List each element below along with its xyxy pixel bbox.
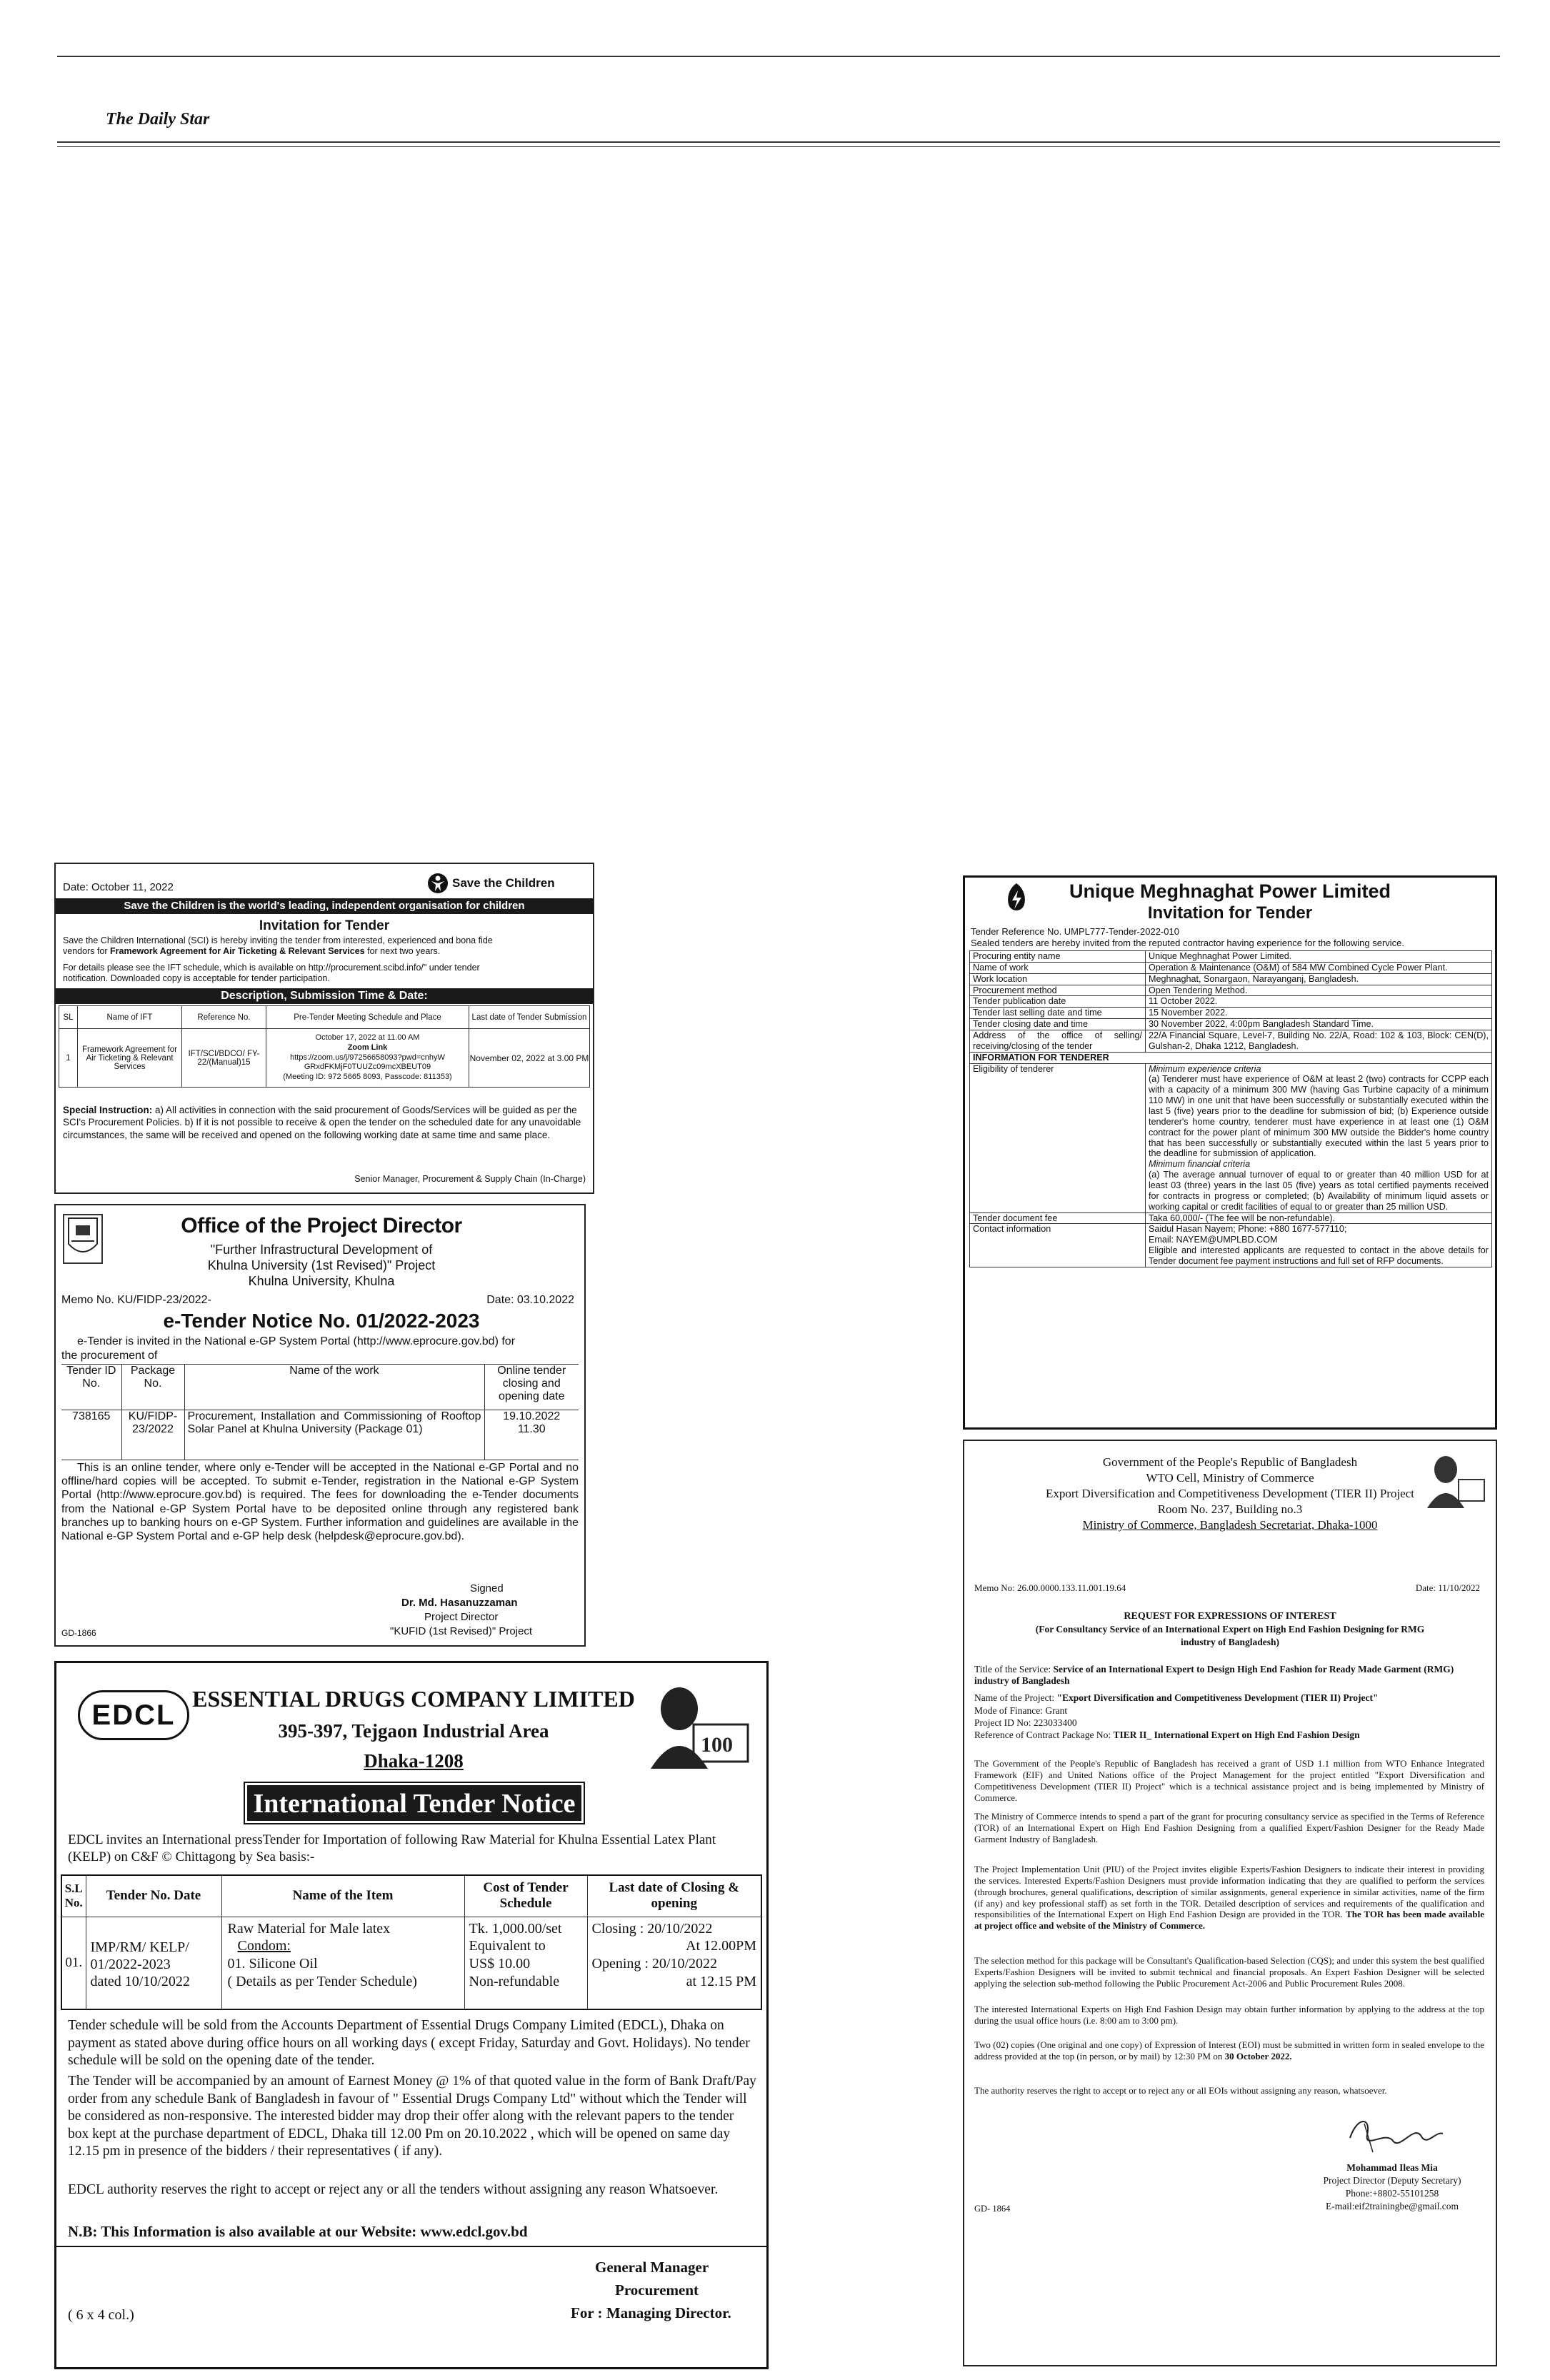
umpl-value: 15 November 2022.: [1146, 1008, 1492, 1019]
ku-invite-1: e-Tender is invited in the National e-GP System Portal (http://www.eprocure.gov.bd) for: [77, 1335, 516, 1347]
umpl-key: Tender last selling date and time: [970, 1008, 1146, 1019]
wto-p3: [974, 1864, 1484, 1932]
umpl-contact: [1146, 1224, 1492, 1267]
umpl-key: Work location: [970, 973, 1146, 985]
wto-h1: Government of the People's Republic of Bangladesh: [1102, 1455, 1358, 1469]
sci-th-name: Name of IFT: [78, 1006, 182, 1029]
umpl-value: Unique Meghnaghat Power Limited.: [1146, 951, 1492, 963]
masthead: The Daily Star: [106, 110, 210, 129]
umpl-ad: [963, 875, 1497, 1430]
top-rule: [57, 56, 1500, 57]
wto-sig-3: Phone:+8802-55101258: [1345, 2188, 1439, 2199]
wto-project-id: Project ID No: 223033400: [974, 1717, 1077, 1728]
wto-h5: Ministry of Commerce, Bangladesh Secretariat, Dhaka-1000: [1082, 1518, 1378, 1532]
umpl-row: [970, 985, 1492, 996]
umpl-key: Name of work: [970, 962, 1146, 973]
ku-th-work: Name of the work: [184, 1365, 484, 1410]
sci-row-meeting: [266, 1029, 469, 1088]
ku-gd: GD-1866: [61, 1628, 96, 1638]
umpl-row: [970, 996, 1492, 1008]
edcl-th-item: Name of the Item: [221, 1875, 464, 1917]
ku-table: [61, 1364, 579, 1460]
wto-finance: Mode of Finance: Grant: [974, 1705, 1068, 1716]
sci-meeting-id: (Meeting ID: 972 5665 8093, Passcode: 811353): [283, 1073, 452, 1082]
wto-p1: The Government of the People's Republic of Bangladesh has received a grant of USD 1.1 million from WTO Enhance Integrated Framework (EIF) and United Nations office of the Project Management for the project entitled "Export Diversification and Competitiveness Development (TIER II) Project" which is a technical assistance project and is being implemented by Ministry of Commerce.: [974, 1758, 1484, 1803]
umpl-value: 11 October 2022.: [1146, 996, 1492, 1008]
edcl-sig-1: General Manager: [595, 2259, 709, 2276]
edcl-cost-line-4: Non-refundable: [469, 1973, 560, 1989]
edcl-item-line-1: Raw Material for Male latex: [227, 1920, 391, 1937]
wto-project: [974, 1692, 1484, 1704]
wto-p3a: The Project Implementation Unit (PIU) of the Project invites eligible Experts/Fashion Designers to indicate their interest in providing the services. Interested Experts/Fashion Designers must provide information indicating that they are qualified to perform the services (through brochures, general qualifications, description of similar assignments, general experience in similar activities, name of the firm (if any) and key professional staff) as set forth in the TOR. Detailed description of services and requirements of the qualification and responsibilities of the International Expert on High End Fashion Design are provided in the TOR.: [974, 1864, 1484, 1920]
wto-title-2: (For Consultancy Service of an International Expert on High End Fashion Designing for RMG: [1035, 1624, 1425, 1635]
sci-section-bar: Description, Submission Time & Date:: [56, 988, 593, 1004]
edcl-closing-line-4: at 12.15 PM: [686, 1973, 756, 1989]
wto-p7: The authority reserves the right to accept or to reject any or all EOIs without assigning any reason, whatsoever.: [974, 2085, 1387, 2096]
umpl-key: Tender publication date: [970, 996, 1146, 1008]
wto-title-3: industry of Bangladesh): [1180, 1637, 1280, 1647]
sci-table: [59, 1005, 590, 1088]
wto-sig-1: Mohammad Ileas Mia: [1346, 2162, 1438, 2173]
edcl-cost-line-3: US$ 10.00: [469, 1956, 531, 1972]
edcl-body-2: The Tender will be accompanied by an amount of Earnest Money @ 1% of that quoted value in the form of Bank Draft/Pay order from any schedule Bank of Bangladesh in favour of " Essential Drugs Company Ltd" without which the Tender will be considered as non-responsive. The interested bidder may drop their offer along with the relevant papers to the tender box kept at the purchase department of EDCL, Dhaka till 12.00 Pm on 20.10.2022 , which will be opened on same day 12.15 pm in presence of the bidders / their representatives ( if any).: [68, 2074, 756, 2159]
umpl-info-row: [970, 1052, 1492, 1063]
sci-row-sl: 1: [59, 1029, 78, 1088]
masthead-rule-2: [57, 146, 1500, 147]
edcl-cost-line-2: Equivalent to: [469, 1938, 546, 1954]
ku-row-package: KU/FIDP-23/2022: [121, 1410, 184, 1460]
umpl-eligibility-row: [970, 1063, 1492, 1212]
umpl-contact-1: Saidul Hasan Nayem; Phone: +880 1677-577110;: [1149, 1224, 1347, 1235]
edcl-table: [61, 1874, 762, 2010]
wto-gd: GD- 1864: [974, 2204, 1011, 2214]
sci-special-label: Special Instruction:: [63, 1105, 153, 1115]
sci-details-1: For details please see the IFT schedule, which is available on http://procurement.scibd.info/" under tender: [63, 963, 480, 973]
sci-meeting-url[interactable]: https://zoom.us/j/97256658093?pwd=cnhyW GRxdFKMjF0TUUZc09mcXBEUT09: [290, 1053, 445, 1072]
wto-title-1: REQUEST FOR EXPRESSIONS OF INTEREST: [1124, 1611, 1336, 1622]
umpl-value: Meghnaghat, Sonargaon, Narayanganj, Bangladesh.: [1146, 973, 1492, 985]
edcl-company: ESSENTIAL DRUGS COMPANY LIMITED: [192, 1686, 635, 1712]
wto-sig-2: Project Director (Deputy Secretary): [1323, 2175, 1461, 2186]
ku-project-2: Khulna University (1st Revised)" Project: [207, 1258, 436, 1272]
sci-signoff: Senior Manager, Procurement & Supply Chain (In-Charge): [354, 1174, 586, 1184]
edcl-row-tender: [86, 1917, 221, 2009]
umpl-row: [970, 973, 1492, 985]
umpl-eligibility: [1146, 1063, 1492, 1212]
edcl-cost-line-1: Tk. 1,000.00/set: [469, 1920, 562, 1937]
sci-th-meeting: Pre-Tender Meeting Schedule and Place: [266, 1006, 469, 1029]
wto-h4: Room No. 237, Building no.3: [1157, 1502, 1303, 1516]
wto-package-label: Reference of Contract Package No:: [974, 1729, 1114, 1740]
umpl-ref: Tender Reference No. UMPL777-Tender-2022-010: [971, 926, 1179, 937]
ku-memo: Memo No. KU/FIDP-23/2022-: [61, 1294, 211, 1306]
sci-th-ref: Reference No.: [182, 1006, 266, 1029]
umpl-value: 30 November 2022, 4:00pm Bangladesh Standard Time.: [1146, 1019, 1492, 1030]
ku-date: Date: 03.10.2022: [486, 1294, 574, 1306]
ku-invite-2: the procurement of: [61, 1350, 158, 1362]
ku-th-id: Tender ID No.: [61, 1365, 121, 1410]
sci-row-name: Framework Agreement for Air Ticketing & Relevant Services: [78, 1029, 182, 1088]
sci-row-deadline: November 02, 2022 at 3.00 PM: [469, 1029, 590, 1088]
edcl-logo-text: EDCL: [91, 1699, 176, 1731]
umpl-sealed: Sealed tenders are hereby invited from the reputed contractor having experience for the following service.: [971, 938, 1405, 948]
umpl-exp-text: (a) Tenderer must have experience of O&M at least 2 (two) contracts for CCPP each with a capacity of a minimum 300 MW (having Gas Turbine capacity of a minimum 110 MW) in one unit that have been successfully or substantially executed within the last 5 (five) years prior to the deadline for submission of bid; (b) Experience outside tenderer's home country, tenderer must have experience in at least one (1) O&M contract for the power plant of minimum 300 MW outside the Bidder's home country that has been successfully or substantially executed within the last 5 years prior to the deadline for submission of application.: [1149, 1074, 1489, 1159]
umpl-row: [970, 1019, 1492, 1030]
sci-intro-b: vendors for: [63, 946, 111, 957]
edcl-item-line-2: Condom:: [237, 1938, 291, 1954]
edcl-item-line-3: 01. Silicone Oil: [227, 1956, 318, 1972]
edcl-row-closing: [587, 1917, 761, 2009]
edcl-sig-2: Procurement: [615, 2281, 699, 2299]
sci-title: Invitation for Tender: [259, 918, 390, 933]
ku-ad: [54, 1204, 586, 1647]
ku-row-datetime: [484, 1410, 579, 1460]
umpl-fin-title: Minimum financial criteria: [1149, 1159, 1251, 1170]
wto-service: [974, 1664, 1484, 1687]
sci-date: Date: October 11, 2022: [63, 881, 174, 893]
umpl-contact-2[interactable]: Email: NAYEM@UMPLBD.COM: [1149, 1235, 1278, 1245]
edcl-ad: [54, 1661, 769, 2369]
edcl-sig-3: For : Managing Director.: [571, 2304, 731, 2321]
edcl-th-closing: Last date of Closing & opening: [587, 1875, 761, 1917]
edcl-tender-line-2: 01/2022-2023: [90, 1956, 171, 1972]
edcl-intro: EDCL invites an International pressTender for Importation of following Raw Material for Khulna Essential Latex Plant (KELP) on C&F © Chittagong by Sea basis:-: [68, 1832, 716, 1864]
edcl-th-sl: S.L No.: [61, 1875, 86, 1917]
ku-sig-3: Project Director: [424, 1611, 499, 1623]
ku-location: Khulna University, Khulna: [248, 1274, 395, 1288]
sci-special-text: a) All activities in connection with the said procurement of Goods/Services will be guided as per the SCI's Procurement Policies. b) If it is not possible to receive & open the tender on the scheduled date for any unavoidable circumstances, the same will be received and opened on the following working date at same time and same place.: [63, 1105, 581, 1140]
wto-date: Date: 11/10/2022: [1415, 1582, 1480, 1593]
edcl-size: ( 6 x 4 col.): [68, 2307, 134, 2323]
masthead-rule-1: [57, 141, 1500, 143]
wto-service-label: Title of the Service:: [974, 1664, 1054, 1674]
signature-icon: [1336, 2109, 1450, 2159]
umpl-contact-label: Contact information: [970, 1224, 1146, 1267]
edcl-address-2: Dhaka-1208: [364, 1750, 464, 1772]
edcl-th-cost: Cost of Tender Schedule: [464, 1875, 587, 1917]
edcl-closing-line-1: Closing : 20/10/2022: [591, 1920, 713, 1937]
umpl-value: Open Tendering Method.: [1146, 985, 1492, 996]
sci-th-sl: SL: [59, 1006, 78, 1029]
sci-intro: [63, 935, 588, 958]
edcl-closing-line-2: At 12.00PM: [686, 1938, 756, 1954]
ku-sig-1: Signed: [470, 1582, 504, 1595]
edcl-body-3: EDCL authority reserves the right to accept or reject any or all the tenders without assigning any reason Whatsoever.: [68, 2182, 719, 2197]
sci-ad: [54, 863, 594, 1194]
edcl-item-line-4: ( Details as per Tender Schedule): [227, 1973, 417, 1989]
wto-h3: Export Diversification and Competitiveness Development (TIER II) Project: [1045, 1487, 1414, 1500]
edcl-th-tender: Tender No. Date: [86, 1875, 221, 1917]
edcl-nb: N.B: This Information is also available at our Website: www.edcl.gov.bd: [68, 2223, 528, 2240]
umpl-contact-row: [970, 1224, 1492, 1267]
edcl-row-sl: 01.: [61, 1917, 86, 2009]
wto-package: [974, 1729, 1484, 1741]
edcl-row-item: [221, 1917, 464, 2009]
ku-row-id: 738165: [61, 1410, 121, 1460]
wto-project-label: Name of the Project:: [974, 1692, 1057, 1703]
edcl-tender-line-3: dated 10/10/2022: [90, 1974, 190, 1990]
edcl-address-1: 395-397, Tejgaon Industrial Area: [278, 1720, 549, 1742]
umpl-key: Procuring entity name: [970, 951, 1146, 963]
ku-sig-4: "KUFID (1st Revised)" Project: [390, 1625, 533, 1637]
ku-body: This is an online tender, where only e-Tender will be accepted in the National e-GP Portal and no offline/hard copies will be accepted. To submit e-Tender, registration in the National e-GP System Portal (http://www.eprocure.gov.bd) is required. The fees for downloading the e-Tender documents from the National e-GP System Portal have to be deposited online through any registered bank branches up to banking hours on e-GP System. Further information and guidelines are available in the National e-GP System Portal and e-GP help desk (helpdesk@eprocure.gov.bd).: [61, 1462, 579, 1542]
sci-meeting-date: October 17, 2022 at 11.00 AM: [315, 1033, 420, 1043]
umpl-value: Operation & Maintenance (O&M) of 584 MW Combined Cycle Power Plant.: [1146, 962, 1492, 973]
ku-th-package: Package No.: [121, 1365, 184, 1410]
wto-p6a: Two (02) copies (One original and one copy) of Expression of Interest (EOI) must be submitted in written form in sealed envelope to the address provided at the top (in person, or by mail) by 12:30 PM on: [974, 2039, 1484, 2062]
edcl-closing-line-3: Opening : 20/10/2022: [591, 1956, 718, 1972]
wto-package-value: TIER II_ International Expert on High End Fashion Design: [1113, 1729, 1360, 1740]
umpl-fin-text: (a) The average annual turnover of equal to or greater than 40 million USD for at least 03 (three) years in the last 05 (five) years as total certified payments received for contracts in progress or completed; (b) Availability of minimum liquid assets or working capital or credit facilities of equal to or greater than 25 million USD.: [1149, 1170, 1489, 1212]
ku-th-date: Online tender closing and opening date: [484, 1365, 579, 1410]
ku-row-time: 11.30: [517, 1423, 546, 1435]
umpl-key: Procurement method: [970, 985, 1146, 996]
sci-row-ref: IFT/SCI/BDCO/ FY-22/(Manual)15: [182, 1029, 266, 1088]
sci-logo: [427, 871, 555, 895]
umpl-row: [970, 1030, 1492, 1053]
umpl-title: Invitation for Tender: [1147, 903, 1313, 923]
sci-meeting-zoom: Zoom Link: [347, 1043, 388, 1052]
umpl-exp-title: Minimum experience criteria: [1149, 1063, 1261, 1074]
wto-project-value: "Export Diversification and Competitiveness Development (TIER II) Project": [1056, 1692, 1379, 1703]
wto-memo: Memo No: 26.00.0000.133.11.001.19.64: [974, 1582, 1126, 1593]
ku-office: Office of the Project Director: [181, 1214, 462, 1237]
wto-p2: The Ministry of Commerce intends to spend a part of the grant for procuring consultancy service as specified in the Terms of Reference (TOR) of an International Expert on High End Fashion Designing from a qualified Expert/Fashion Designer for the Ready Made Garment Industry of Bangladesh.: [974, 1811, 1484, 1844]
wto-h2: WTO Cell, Ministry of Commerce: [1146, 1471, 1314, 1485]
edcl-body-1: Tender schedule will be sold from the Accounts Department of Essential Drugs Company Limited (EDCL), Dhaka on payment as stated above during office hours on all working days ( except Friday, Saturday and Govt. Holidays). No tender schedule will be sold on the opening date of the tender.: [68, 2018, 750, 2069]
sci-intro-bold: Framework Agreement for Air Ticketing & Relevant Services: [110, 946, 365, 957]
ku-notice-title: e-Tender Notice No. 01/2022-2023: [163, 1310, 480, 1332]
edcl-tender-line-1: IMP/RM/ KELP/: [90, 1939, 189, 1955]
sci-banner: Save the Children is the world's leading, independent organisation for children: [56, 898, 593, 914]
wto-p3b: The TOR has been made available at project office and website of the Ministry of Commerce.: [974, 1909, 1484, 1932]
wto-p5: The interested International Experts on High End Fashion Design may obtain further information by applying to the address at the top during the usual office hours (i.e. 8:00 am to 3:00 pm).: [974, 2004, 1484, 2026]
umpl-fee-row: [970, 1212, 1492, 1224]
portrait-icon: [644, 1680, 751, 1769]
edcl-nb-rule: [56, 2246, 766, 2247]
umpl-key: Address of the office of selling/ receiving/closing of the tender: [970, 1030, 1146, 1053]
wto-ad: [963, 1440, 1497, 2366]
umpl-contact-3: Eligible and interested applicants are requested to contact in the above details for Tender document fee payment instructions and full set of RFP documents.: [1149, 1245, 1489, 1267]
sci-intro-c: for next two years.: [364, 946, 441, 957]
edcl-row-cost: [464, 1917, 587, 2009]
umpl-company: Unique Meghnaghat Power Limited: [1069, 880, 1391, 902]
ku-sig-2: Dr. Md. Hasanuzzaman: [401, 1597, 518, 1609]
ku-row-work: Procurement, Installation and Commissioning of Rooftop Solar Panel at Khulna University (Package 01): [184, 1410, 484, 1460]
umpl-row: [970, 1008, 1492, 1019]
sci-details-2: notification. Downloaded copy is acceptable for tender participation.: [63, 973, 330, 984]
sci-details: [63, 963, 588, 985]
sci-logo-text: Save the Children: [452, 876, 555, 890]
umpl-fee: Taka 60,000/- (The fee will be non-refundable).: [1146, 1212, 1492, 1224]
umpl-key: Tender closing date and time: [970, 1019, 1146, 1030]
sci-th-deadline: Last date of Tender Submission: [469, 1006, 590, 1029]
save-the-children-logo-icon: [427, 873, 449, 894]
wto-p6: [974, 2039, 1484, 2062]
wto-service-value: Service of an International Expert to Design High End Fashion for Ready Made Garment (RMG) industry of Bangladesh: [974, 1664, 1454, 1687]
umpl-row: [970, 951, 1492, 963]
umpl-row: [970, 962, 1492, 973]
wto-p6b: 30 October 2022.: [1224, 2050, 1292, 2062]
umpl-value: 22/A Financial Square, Level-7, Building No. 22/A, Road: 102 & 103, Block: CEN(D), Gulshan-2, Dhaka 1212, Bangladesh.: [1146, 1030, 1492, 1053]
umpl-info-header: INFORMATION FOR TENDERER: [970, 1052, 1492, 1063]
sci-special: [63, 1104, 588, 1141]
ku-project-1: "Further Infrastructural Development of: [210, 1242, 433, 1257]
umpl-fee-label: Tender document fee: [970, 1212, 1146, 1224]
umpl-table: [969, 950, 1492, 1267]
ku-row-date: 19.10.2022: [503, 1410, 561, 1422]
sci-intro-a: Save the Children International (SCI) is hereby inviting the tender from interested, experienced and bona fide: [63, 935, 493, 945]
umpl-eligibility-label: Eligibility of tenderer: [970, 1063, 1146, 1212]
svg-text:100: 100: [701, 1733, 733, 1757]
edcl-notice: International Tender Notice: [245, 1783, 584, 1823]
wto-sig-4[interactable]: E-mail:eif2trainingbe@gmail.com: [1325, 2201, 1459, 2211]
wto-p4: The selection method for this package will be Consultant's Qualification-based Selection (CQS); and under this system the best qualified Experts/Fashion Designers will be invited to submit technical and financial proposals. An Expert Fashion Designer will be selected applying the selection sub-method following the Public Procurement Act-2006 and Public Procurement Rules 2008.: [974, 1955, 1484, 1989]
